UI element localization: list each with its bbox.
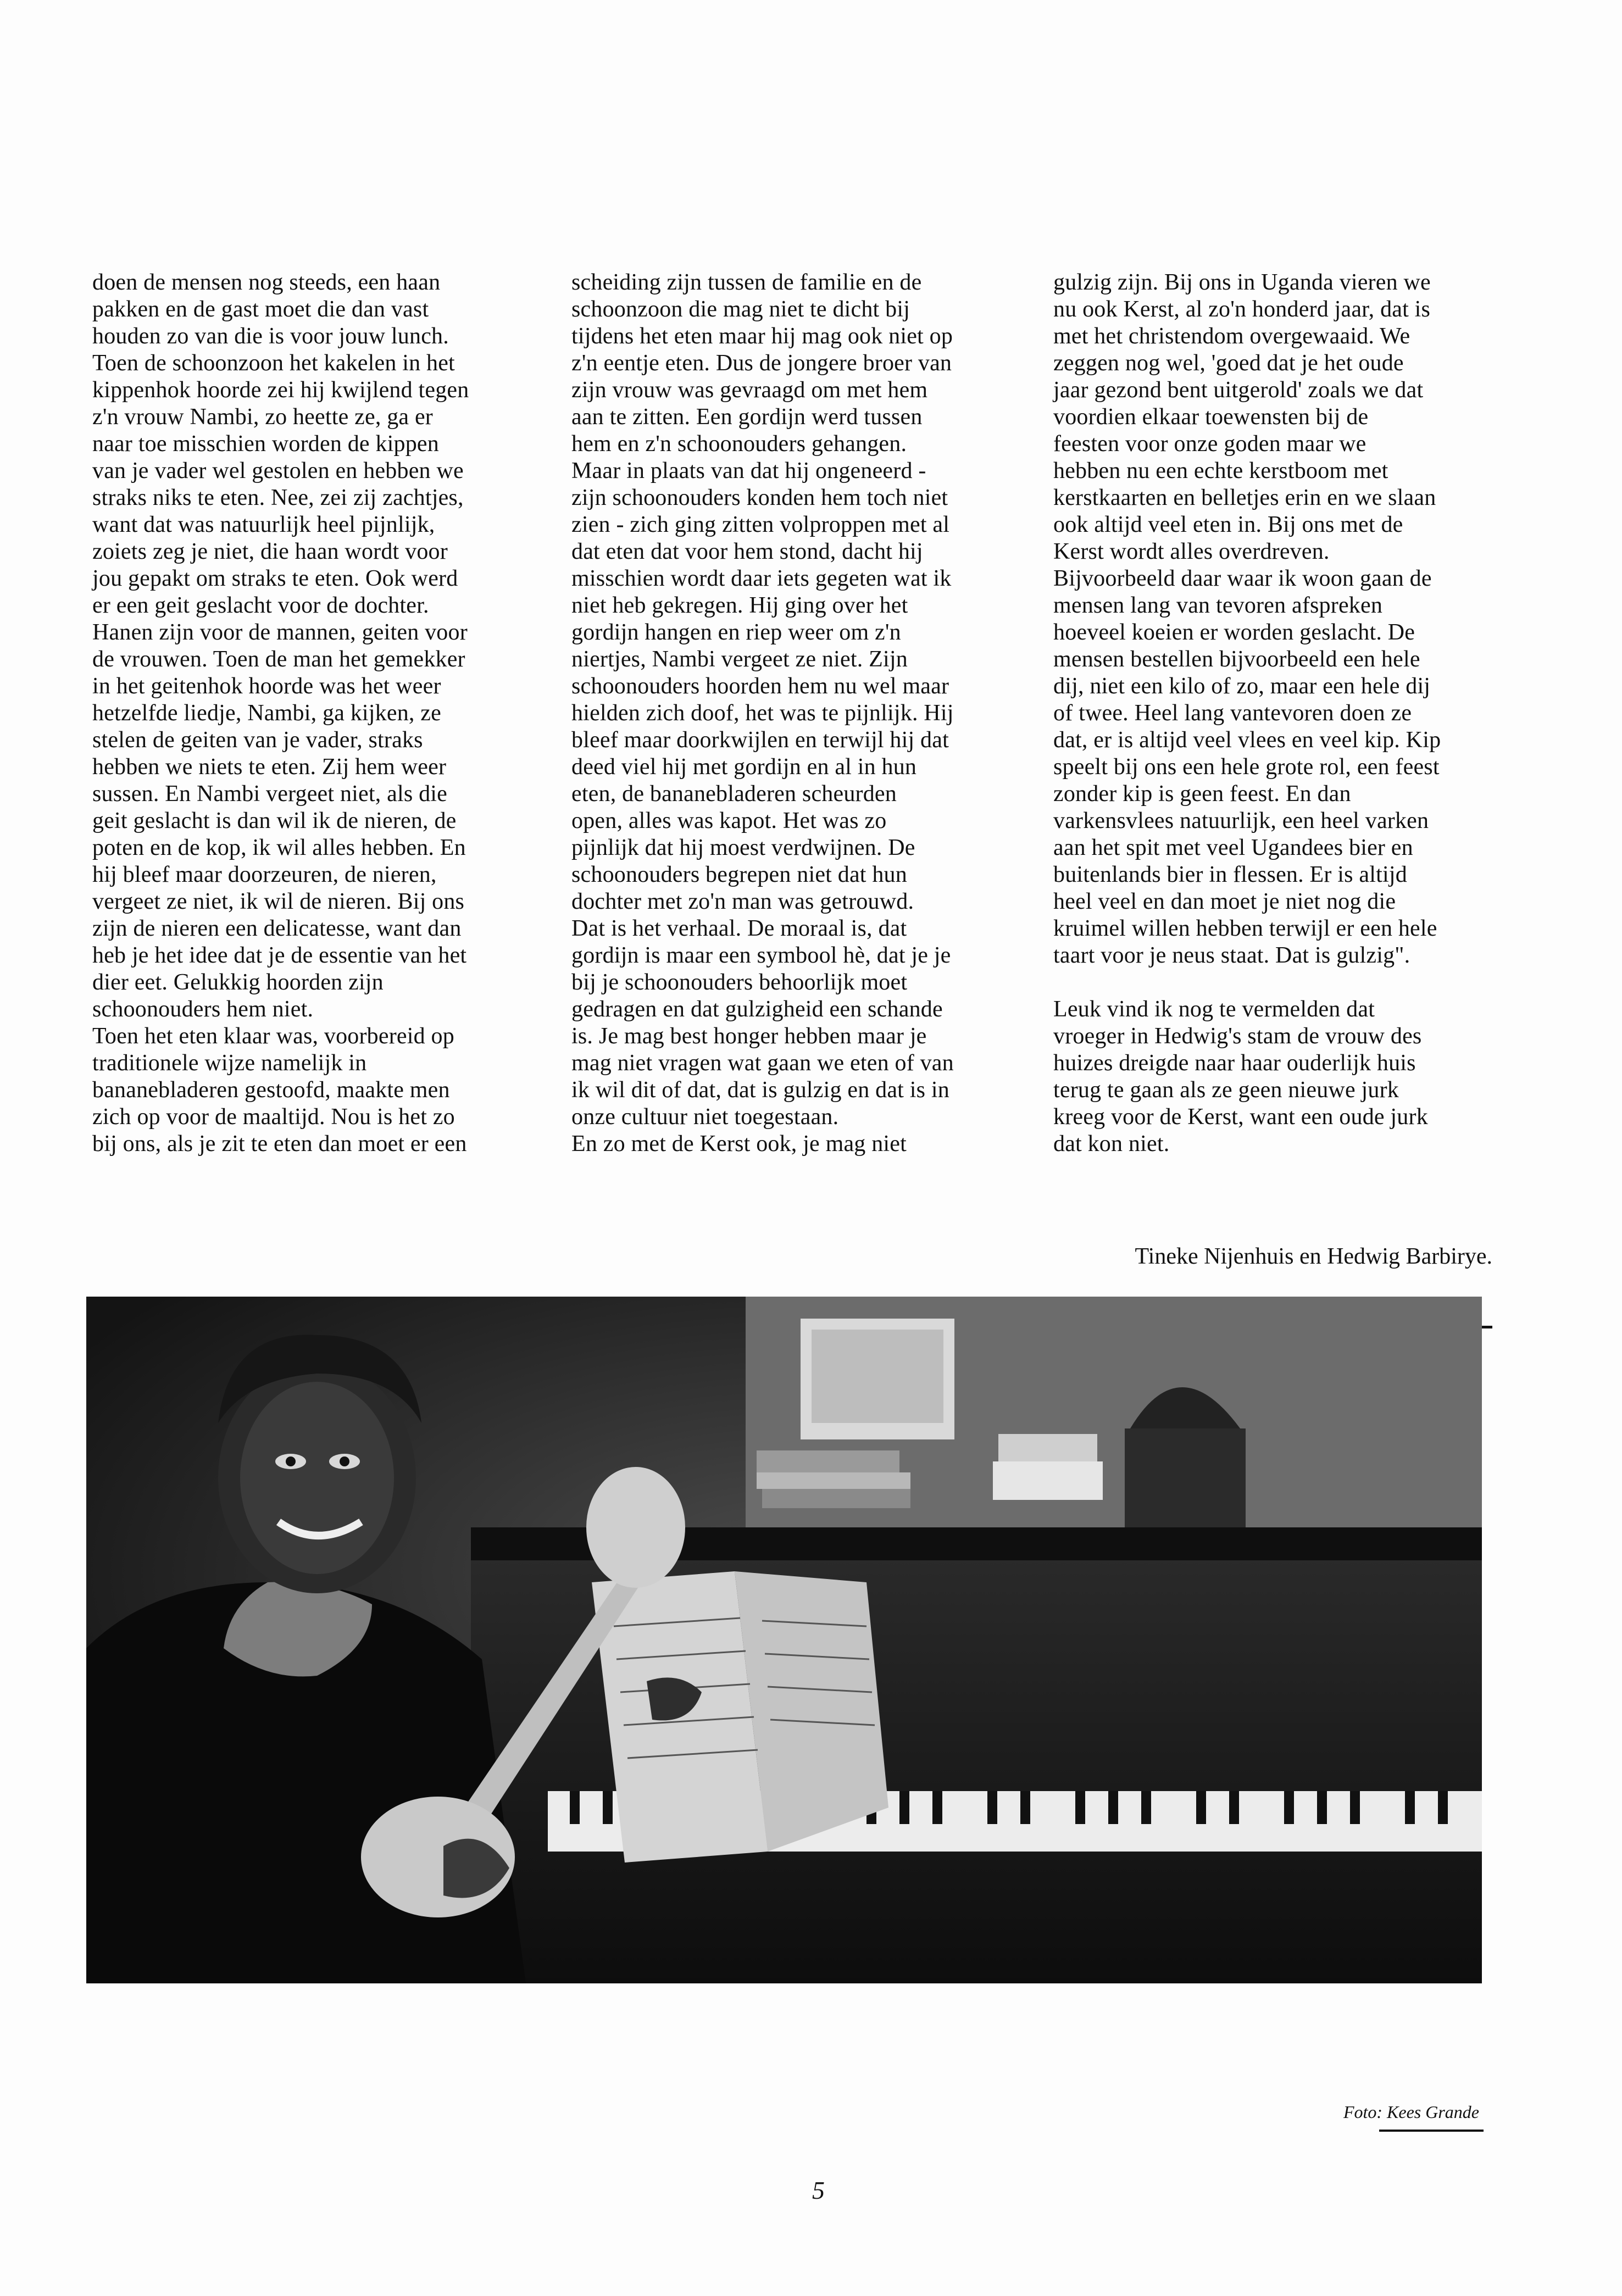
- author-credit-text: Tineke Nijenhuis en Hedwig Barbirye.: [1135, 1244, 1492, 1269]
- photo-illustration: [86, 1297, 1482, 1983]
- text-column-2: scheiding zijn tussen de familie en de schoonzoon die mag niet te dicht bij tijdens het eten maar hij mag ook niet op z'n eentje eten. Dus de jongere broer van zijn vrouw was gevraagd om met hem aan te zitten. Een gordijn werd tussen hem en z'n schoonouders gehangen. Maar in plaats van dat hij ongeneerd - zijn schoonouders konden hem toch niet zien - zich ging zitten volproppen met al dat eten dat voor hem stond, dacht hij misschien wordt daar iets gegeten wat ik niet heb gekregen. Hij ging over het gordijn hangen en riep weer om z'n niertjes, Nambi vergeet ze niet. Zijn schoonouders hoorden hem nu wel maar hielden zich doof, het was te pijnlijk. Hij bleef maar doorkwijlen en terwijl hij dat deed viel hij met gordijn en al in hun eten, de bananebladeren scheurden open, alles was kapot. Het was zo pijnlijk dat hij moest verdwijnen. De schoonouders begrepen niet dat hun dochter met zo'n man was getrouwd. Dat is het verhaal. De moraal is, dat gordijn is maar een symbool hè, dat je je bij je schoonouders behoorlijk moet gedragen en dat gulzigheid een schande is. Je mag best honger hebben maar je mag niet vragen wat gaan we eten of van ik wil dit of dat, dat is gulzig en dat is in onze cultuur niet toegestaan. En zo met de Kerst ook, je mag niet: [571, 270, 954, 1157]
- text-column-1: doen de mensen nog steeds, een haan pakken en de gast moet die dan vast houden zo van die is voor jouw lunch. Toen de schoonzoon het kakelen in het kippenhok hoorde zei hij kwijlend tegen z'n vrouw Nambi, zo heette ze, ga er naar toe misschien worden de kippen van je vader wel gestolen en hebben we straks niks te eten. Nee, zei zij zachtjes, want dat was natuurlijk heel pijnlijk, zoiets zeg je niet, die haan wordt voor jou gepakt om straks te eten. Ook werd er een geit geslacht voor de dochter. Hanen zijn voor de mannen, geiten voor de vrouwen. Toen de man het gemekker in het geitenhok hoorde was het weer hetzelfde liedje, Nambi, ga kijken, ze stelen de geiten van je vader, straks hebben we niets te eten. Zij hem weer sussen. En Nambi vergeet niet, als die geit geslacht is dan wil ik de nieren, de poten en de kop, ik wil alles hebben. En hij bleef maar doorzeuren, de nieren, vergeet ze niet, ik wil de nieren. Bij ons zijn de nieren een delicatesse, want dan heb je het idee dat je de essentie van het dier eet. Gelukkig hoorden zijn schoonouders hem niet. Toen het eten klaar was, voorbereid op traditionele wijze namelijk in bananebladeren gestoofd, maakte men zich op voor de maaltijd. Nou is het zo bij ons, als je zit te eten dan moet er een: [92, 270, 469, 1157]
- text-column-3: gulzig zijn. Bij ons in Uganda vieren we nu ook Kerst, al zo'n honderd jaar, dat is met het christendom overgewaaid. We zeggen nog wel, 'goed dat je het oude jaar gezond bent uitgerold' zoals we dat voordien elkaar toewensten bij de feesten voor onze goden maar we hebben nu een echte kerstboom met kerstkaarten en belletjes erin en we slaan ook altijd veel eten in. Bij ons met de Kerst wordt alles overdreven. Bijvoorbeeld daar waar ik woon gaan de mensen lang van tevoren afspreken hoeveel koeien er worden geslacht. De mensen bestellen bijvoorbeeld een hele dij, niet een kilo of zo, maar een hele dij of twee. Heel lang vantevoren doen ze dat, er is altijd veel vlees en veel kip. Kip speelt bij ons een hele grote rol, een feest zonder kip is geen feest. En dan varkensvlees natuurlijk, een heel varken aan het spit met veel Ugandees bier en buitenlands bier in flessen. Er is altijd heel veel en dan moet je niet nog die kruimel willen hebben terwijl er een hele taart voor je neus staat. Dat is gulzig". Leuk vind ik nog te vermelden dat vroeger in Hedwig's stam de vrouw des huizes dreigde naar haar ouderlijk huis terug te gaan als ze geen nieuwe jurk kreeg voor de Kerst, want een oude jurk dat kon niet.: [1053, 270, 1441, 1157]
- photo: [86, 1297, 1482, 1983]
- photo-credit: Foto: Kees Grande: [1343, 2102, 1479, 2122]
- photo-credit-rule: [1379, 2130, 1484, 2132]
- page-number: 5: [812, 2176, 825, 2204]
